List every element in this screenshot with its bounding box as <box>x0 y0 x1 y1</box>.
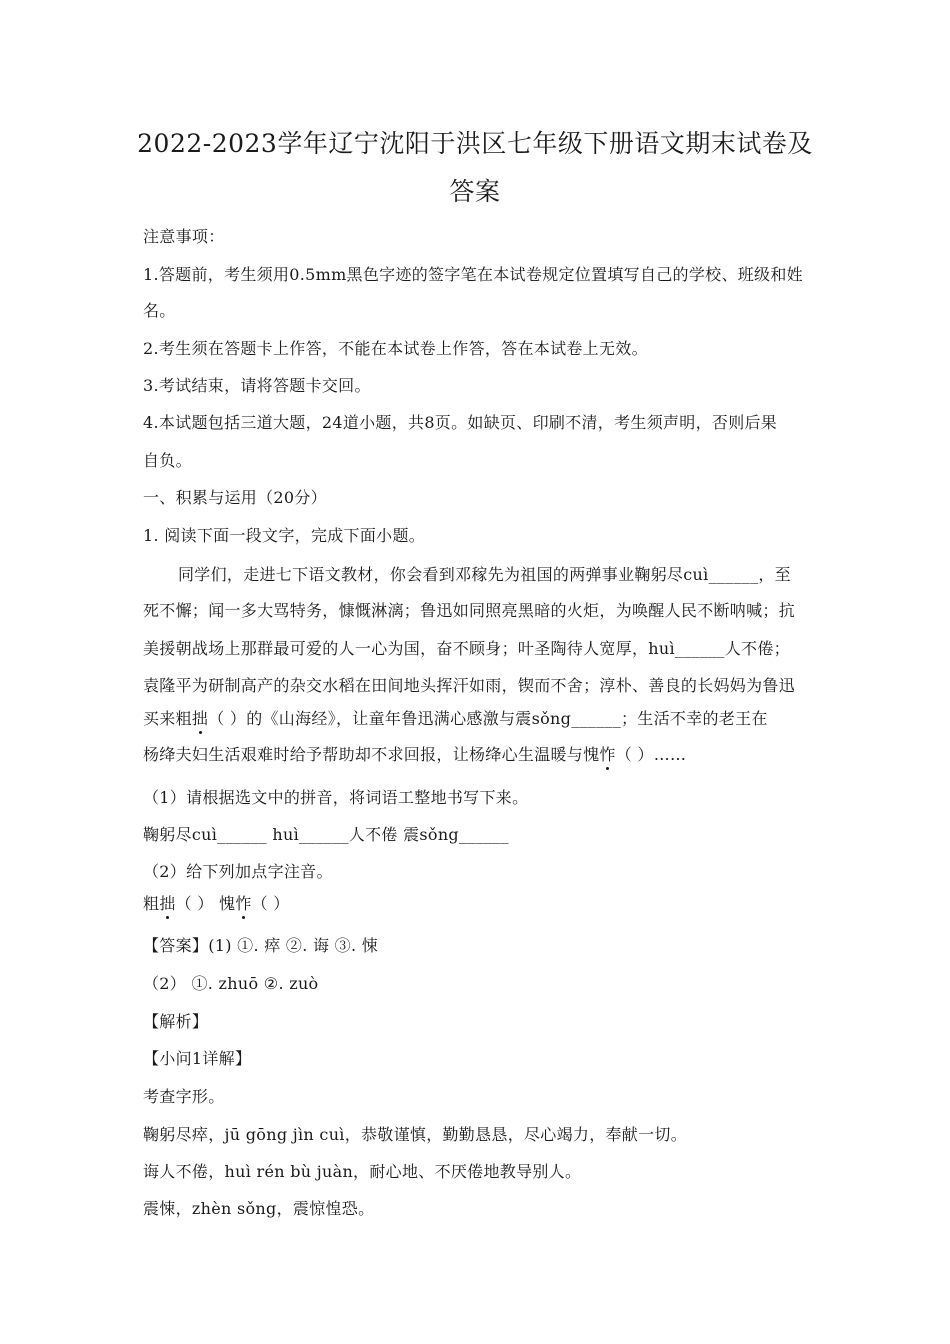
passage-line-2: 死不懈；闻一多大骂特务，慷慨淋漓；鲁迅如同照亮黑暗的火炬，为唤醒人民不断呐喊；抗 <box>143 601 796 620</box>
sub-question-1-blanks: 鞠躬尽cuì______ huì______人不倦 震sǒng______ <box>143 825 509 844</box>
sub-question-2-blanks <box>143 891 813 914</box>
sub-question-2: （2）给下列加点字注音。 <box>143 862 333 881</box>
analysis-heading: 【解析】 <box>143 1012 209 1031</box>
notice-item-3: 3.考试结束，请将答题卡交回。 <box>143 376 371 395</box>
dotted-character: 怍 <box>599 745 616 764</box>
question-text: 粗 <box>143 894 160 913</box>
doc-title-line-2: 答案 <box>449 177 501 206</box>
passage-text: （ ）的《山海经》，让童年鲁迅满心感激与震sǒng______；生活不幸的老王在 <box>208 709 768 728</box>
notice-item-1: 1.答题前，考生须用0.5mm黑色字迹的签字笔在本试卷规定位置填写自己的学校、班级和姓 <box>143 265 803 284</box>
passage-text: 杨绛夫妇生活艰难时给予帮助却不求回报，让杨绛心生温暖与愧 <box>143 745 600 764</box>
doc-title-line-1: 2022-2023学年辽宁沈阳于洪区七年级下册语文期末试卷及 <box>137 129 813 158</box>
passage-line-6 <box>143 742 813 765</box>
detail-text: 考查字形。 <box>143 1087 225 1106</box>
dotted-character: 拙 <box>159 894 176 913</box>
answer-line-1: 【答案】(1) ①. 瘁 ②. 诲 ③. 悚 <box>143 936 379 955</box>
notice-item-2: 2.考生须在答题卡上作答，不能在本试卷上作答，答在本试卷上无效。 <box>143 339 648 358</box>
notice-heading: 注意事项： <box>143 227 225 246</box>
notice-item-4-cont: 自负。 <box>143 451 192 470</box>
question-text: （ ） <box>251 894 290 913</box>
explanation-line-3: 震悚，zhèn sǒng，震惊惶恐。 <box>143 1199 375 1218</box>
detail-heading: 【小问1详解】 <box>143 1049 252 1068</box>
section-heading: 一、积累与运用（20分） <box>143 488 327 507</box>
dotted-character: 怍 <box>235 894 252 913</box>
passage-line-3: 美援朝战场上那群最可爱的人一心为国，奋不顾身；叶圣陶待人宽厚，huì______人不倦； <box>143 639 790 658</box>
question-text: （ ） 愧 <box>175 894 236 913</box>
passage-line-1: 同学们，走进七下语文教材，你会看到邓稼先为祖国的两弹事业鞠躬尽cuì______，至 <box>178 565 791 584</box>
explanation-line-1: 鞠躬尽瘁，jū gōng jìn cuì，恭敬谨慎，勤勤恳恳，尽心竭力，奉献一切。 <box>143 1125 688 1144</box>
question-stem: 1. 阅读下面一段文字，完成下面小题。 <box>143 526 426 545</box>
notice-item-4: 4.本试题包括三道大题，24道小题，共8页。如缺页、印刷不清，考生须声明，否则后果 <box>143 413 778 432</box>
dotted-character: 拙 <box>191 709 209 728</box>
passage-text: （ ）…… <box>615 745 687 764</box>
passage-text: 买来粗 <box>143 709 192 728</box>
passage-line-5 <box>143 706 813 729</box>
passage-line-4: 袁隆平为研制高产的杂交水稻在田间地头挥汗如雨，锲而不舍；淳朴、善良的长妈妈为鲁迅 <box>143 676 796 695</box>
explanation-line-2: 诲人不倦，huì rén bù juàn，耐心地、不厌倦地教导别人。 <box>143 1162 582 1181</box>
sub-question-1: （1）请根据选文中的拼音，将词语工整地书写下来。 <box>143 788 529 807</box>
notice-item-1-cont: 名。 <box>143 301 176 320</box>
answer-line-2: （2） ①. zhuō ②. zuò <box>143 974 319 993</box>
